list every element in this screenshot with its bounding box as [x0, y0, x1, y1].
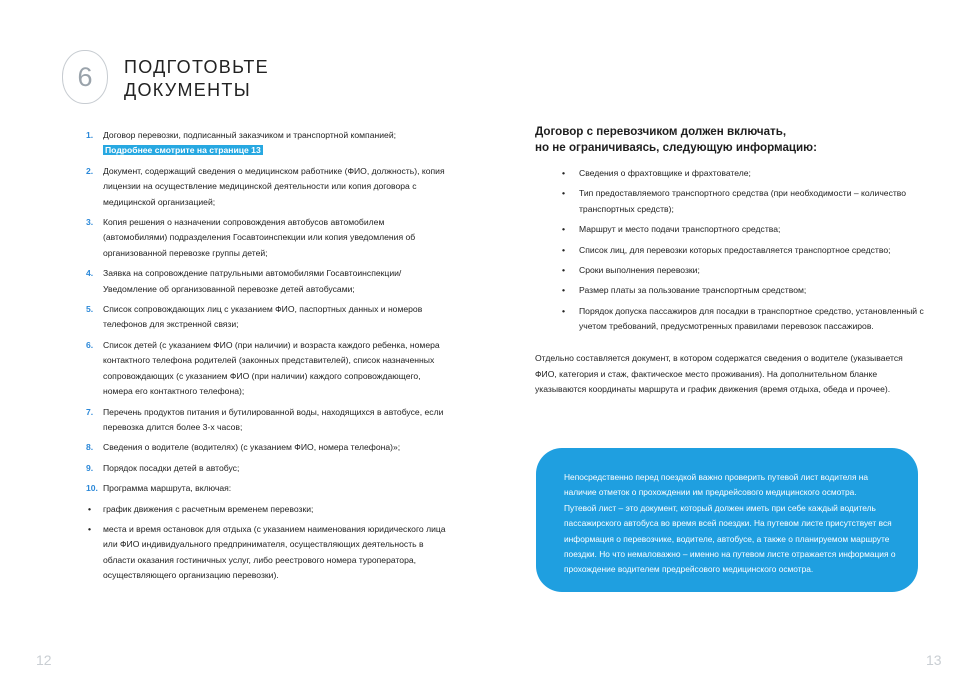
contract-title-line-2: но не ограничиваясь, следующую информацию:	[535, 141, 817, 154]
list-item: • Список лиц, для перевозки которых предоставляется транспортное средство;	[560, 243, 925, 258]
item-text: Договор перевозки, подписанный заказчиком и транспортной компанией;	[103, 130, 397, 140]
page-number-left: 12	[36, 652, 52, 668]
list-item: • Сведения о фрахтовщике и фрахтователе;	[560, 166, 925, 181]
list-item: • Порядок допуска пассажиров для посадки в транспортное средство, установленный с учетом требований, предусмотренных правилами перевозок пассажиров.	[560, 304, 925, 335]
documents-list	[88, 128, 448, 589]
list-item	[88, 405, 448, 436]
page-title-line-2: ДОКУМЕНТЫ	[124, 80, 251, 100]
item-number: 10.	[86, 483, 98, 494]
list-item	[88, 481, 448, 496]
info-box-paragraph-1: Непосредственно перед поездкой важно проверить путевой лист водителя на наличие отметок о прохождении им предрейсового медицинского осмотра.	[564, 472, 869, 498]
driver-info-paragraph: Отдельно составляется документ, в котором содержатся сведения о водителе (указывается ФИО, категория и стаж, фактическое место проживания). На дополнительном бланке указываются координаты маршрута и график движения (время отдыха, обеда и прочее).	[535, 353, 903, 395]
item-text: график движения с расчетным временем перевозки;	[103, 503, 314, 514]
contract-title-line-1: Договор с перевозчиком должен включать,	[535, 125, 787, 138]
contract-items-list	[560, 166, 925, 340]
page-reference-link[interactable]: Подробнее смотрите на странице 13	[105, 145, 261, 156]
item-number: 6.	[86, 339, 94, 350]
page-number-right: 13	[926, 652, 942, 668]
list-item	[88, 502, 448, 517]
item-number: 3.	[86, 217, 94, 228]
list-item	[88, 164, 448, 210]
contract-section-title	[535, 124, 875, 156]
list-item: • Тип предоставляемого транспортного средства (при необходимости – количество транспортных средств);	[560, 186, 925, 217]
page-title-line-1: ПОДГОТОВЬТЕ	[124, 57, 269, 77]
list-item	[88, 440, 448, 455]
item-text: Заявка на сопровождение патрульными автомобилями Госавтоинспекции/ Уведомление об организованной перевозке детей автобусами;	[103, 268, 402, 294]
item-text: Перечень продуктов питания и бутилированной воды, находящихся в автобусе, если перевозка длится более 3-х часов;	[103, 406, 444, 432]
page-title	[124, 56, 269, 102]
item-number: 7.	[86, 406, 94, 417]
item-number: 9.	[86, 462, 94, 473]
list-item: • Размер платы за пользование транспортным средством;	[560, 283, 925, 298]
item-text: Порядок посадки детей в автобус;	[103, 462, 240, 473]
item-text: Список детей (с указанием ФИО (при наличии) и возраста каждого ребенка, номера контактного телефона родителей (законных представителей), список назначенных сопровождающих (с указанием ФИО (при наличии) каждого сопровождающего, номера его контактного телефона);	[103, 339, 440, 397]
item-text: Документ, содержащий сведения о медицинском работнике (ФИО, должность), копия лицензии на осуществление медицинской деятельности или копия договора с медицинской организацией;	[103, 165, 445, 207]
item-text: Копия решения о назначении сопровождения автобусов автомобилем (автомобилями) подразделения Госавтоинспекции или копия уведомления об организованной перевозке группы детей;	[103, 217, 416, 258]
list-item: • Маршрут и место подачи транспортного средства;	[560, 222, 925, 237]
step-number: 6	[77, 61, 93, 92]
bullet-icon: •	[88, 503, 92, 514]
list-item	[88, 461, 448, 476]
list-item	[88, 338, 448, 400]
item-text: Список сопровождающих лиц с указанием ФИО, паспортных данных и номеров телефонов для экстренной связи;	[103, 304, 423, 330]
item-text: Программа маршрута, включая:	[103, 483, 232, 494]
step-number-badge	[62, 50, 108, 104]
waybill-info-box	[536, 448, 918, 592]
item-number: 5.	[86, 304, 94, 315]
item-number: 8.	[86, 442, 94, 453]
item-text: места и время остановок для отдыха (с указанием наименования юридического лица или ФИО индивидуального предпринимателя, осуществляющих деятельность в области оказания гостиничных услуг, либо реестрового номера туроператора, осуществляющего организацию перевозки).	[103, 523, 446, 581]
list-item	[88, 522, 448, 584]
bullet-icon: •	[88, 523, 92, 534]
item-text: Сведения о водителе (водителях) (с указанием ФИО, номера телефона)»;	[103, 442, 401, 453]
list-item: • Сроки выполнения перевозки;	[560, 263, 925, 278]
list-item	[88, 302, 448, 333]
list-item	[88, 215, 448, 261]
info-box-paragraph-2: Путевой лист – это документ, который должен иметь при себе каждый водитель пассажирского автобуса во время всей поездки. На путевом листе присутствует вся информация о перевозчике, водителе, автобусе, а также о планируемом маршруте поездки. Но что немаловажно – именно на путевом листе отражается информация о прохождение водителем предрейсового медицинского осмотра.	[564, 502, 896, 575]
item-number: 1.	[86, 130, 94, 140]
list-item	[88, 128, 448, 159]
list-item	[88, 266, 448, 297]
item-number: 2.	[86, 165, 94, 176]
item-number: 4.	[86, 268, 94, 279]
